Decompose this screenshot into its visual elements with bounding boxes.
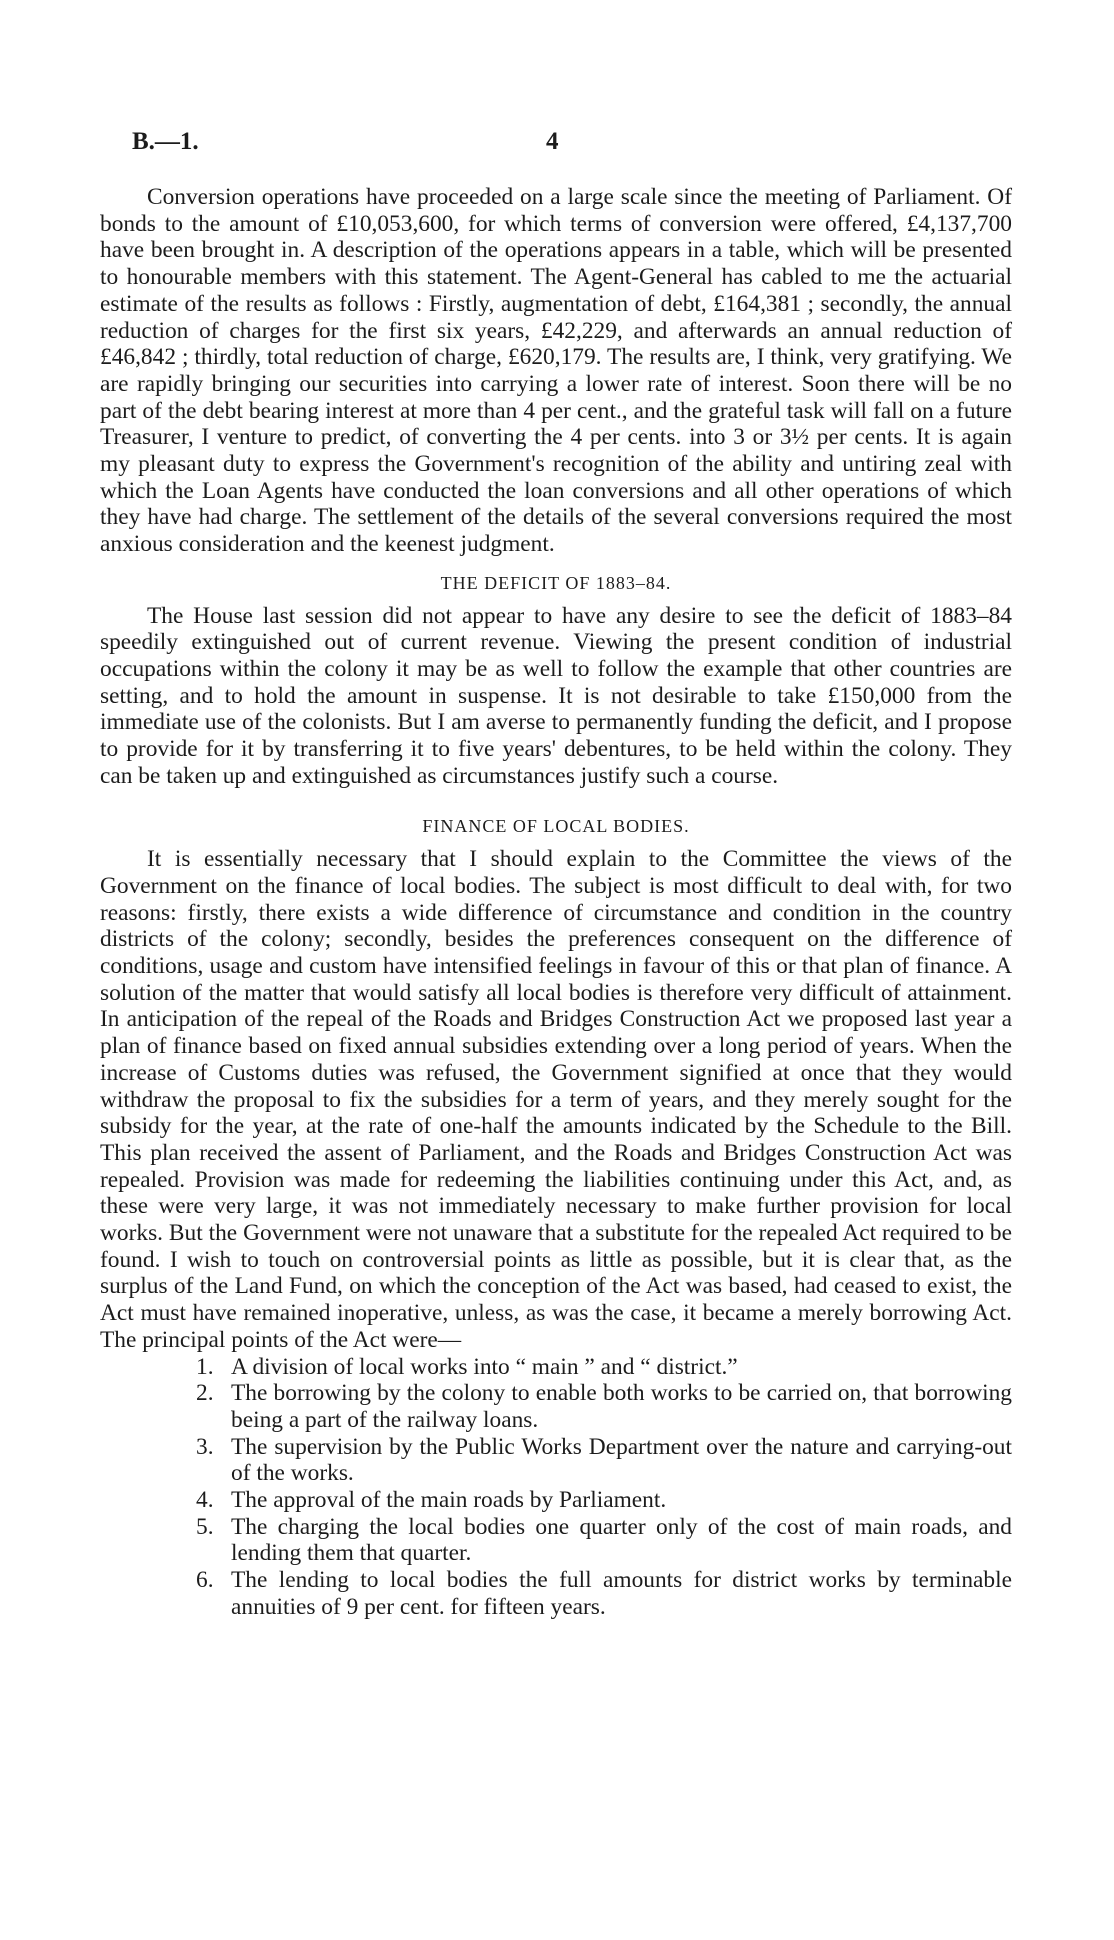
deficit-heading: THE DEFICIT OF 1883–84. [440, 572, 672, 593]
list-item [100, 1514, 1012, 1567]
deficit-paragraph: The House last session did not appear to have any desire to see the deficit of 1883–84 speedily extinguished out of current revenue. Viewing the present condition of industrial occupations within the colony it may be as well to follow the example that other countries are setting, and to hold the amount in suspense. It is not desirable to take £150,000 from the immediate use of the colonists. But I am averse to permanently funding the deficit, and I propose to provide for it by transferring it to five years' debentures, to be held within the colony. They can be taken up and extinguished as circumstances justify such a course. [100, 602, 1012, 789]
page-header [132, 128, 559, 162]
conversion-paragraph: Conversion operations have proceeded on a large scale since the meeting of Parliament. Of bonds to the amount of £10,053,600, for which terms of conversion were offered, £4,137,700 have been brought in. A description of the operations appears in a table, which will be presented to honourable members with this statement. The Agent-General has cabled to me the actuarial estimate of the results as follows : Firstly, augmentation of debt, £164,381 ; secondly, the annual reduction of charges for the first six years, £42,229, and afterwards an annual reduction of £46,842 ; thirdly, total reduction of charge, £620,179. The results are, I think, very gratifying. We are rapidly bringing our securities into carrying a lower rate of interest. Soon there will be no part of the debt bearing interest at more than 4 per cent., and the grateful task will fall on a future Treasurer, I venture to predict, of converting the 4 per cents. into 3 or 3½ per cents. It is again my pleasant duty to express the Government's recognition of the ability and untiring zeal with which the Loan Agents have conducted the loan conversions and all other operations of which they have had charge. The settlement of the details of the several conversions required the most anxious consideration and the keenest judgment. [100, 184, 1012, 558]
list-item-text: The supervision by the Public Works Department over the nature and carrying-out of the works. [231, 1433, 1012, 1487]
page-number: 4 [546, 128, 559, 155]
list-item-number: 6. [196, 1567, 214, 1594]
list-item [100, 1567, 1012, 1620]
list-item [100, 1380, 1012, 1433]
document-reference: B.—1. [132, 128, 199, 155]
list-item-number: 3. [196, 1433, 214, 1460]
list-item [100, 1434, 1012, 1487]
local-bodies-paragraph: It is essentially necessary that I should explain to the Committee the views of the Government on the finance of local bodies. The subject is most difficult to deal with, for two reasons: firstly, there exists a wide difference of circumstance and condition in the country districts of the colony; secondly, besides the preferences consequent on the difference of conditions, usage and custom have intensified feelings in favour of this or that plan of finance. A solution of the matter that would satisfy all local bodies is therefore very difficult of attainment. In anticipation of the repeal of the Roads and Bridges Construction Act we proposed last year a plan of finance based on fixed annual subsidies extending over a long period of years. When the increase of Customs duties was refused, the Government signified at once that they would withdraw the proposal to fix the subsidies for a term of years, and they merely sought for the subsidy for the year, at the rate of one-half the amounts indicated by the Schedule to the Bill. This plan received the assent of Parliament, and the Roads and Bridges Construction Act was repealed. Provision was made for redeeming the liabilities continuing under this Act, and, as these were very large, it was not immediately necessary to make further provision for local works. But the Government were not unaware that a substitute for the repealed Act required to be found. I wish to touch on controversial points as little as possible, but it is clear that, as the surplus of the Land Fund, on which the conception of the Act was based, had ceased to exist, the Act must have remained inoperative, unless, as was the case, it became a merely borrowing Act. The principal points of the Act were— [100, 846, 1012, 1353]
list-item [100, 1487, 1012, 1514]
list-item-number: 1. [196, 1353, 214, 1380]
list-item-number: 5. [196, 1513, 214, 1540]
local-bodies-heading: FINANCE OF LOCAL BODIES. [422, 816, 690, 837]
list-item-text: The lending to local bodies the full amounts for district works by terminable annuities of 9 per cent. for fifteen years. [231, 1567, 1012, 1620]
list-item-number: 2. [196, 1380, 214, 1407]
act-points-list [100, 1354, 1012, 1621]
list-item [100, 1354, 1012, 1381]
list-item-number: 4. [196, 1487, 214, 1514]
list-item-text: The borrowing by the colony to enable both works to be carried on, that borrowing being a part of the railway loans. [231, 1380, 1012, 1433]
list-item-text: The approval of the main roads by Parliament. [231, 1487, 667, 1514]
list-item-text: A division of local works into “ main ” and “ district.” [231, 1353, 738, 1380]
list-item-text: The charging the local bodies one quarter only of the cost of main roads, and lending them that quarter. [231, 1513, 1012, 1567]
document-body [100, 184, 1012, 1621]
